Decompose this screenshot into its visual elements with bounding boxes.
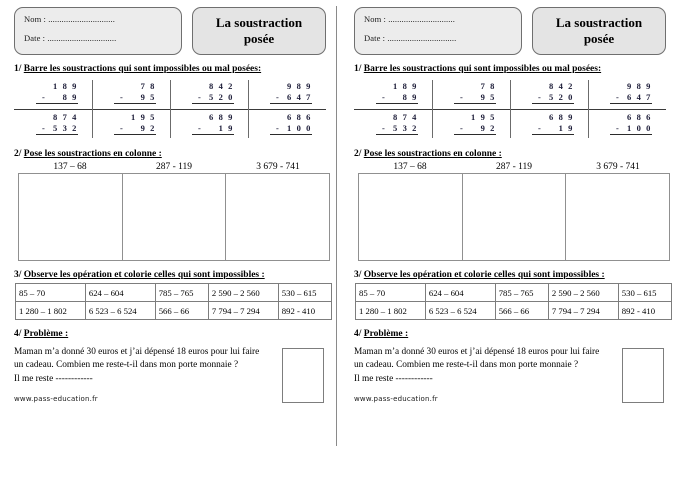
- exercise3-number: 3/: [354, 270, 362, 280]
- minus-sign: -: [120, 123, 125, 133]
- exercise1-number: 1/: [354, 64, 362, 74]
- subtrahend: 9 5: [140, 92, 156, 102]
- minuend: 8 7 4: [53, 112, 78, 122]
- subtrahend-row: [270, 123, 312, 135]
- minus-sign: -: [276, 123, 281, 133]
- table-cell[interactable]: 85 – 70: [356, 284, 426, 302]
- table-cell[interactable]: 566 – 66: [495, 302, 548, 320]
- minus-sign: -: [276, 92, 281, 102]
- table-row: [16, 302, 332, 320]
- minuend: 9 8 9: [627, 81, 652, 91]
- subtrahend-row: [36, 123, 78, 135]
- footer-url: www.pass-education.fr: [14, 394, 98, 403]
- exercise2-answer-boxes: [18, 173, 330, 261]
- problem-answer-prompt[interactable]: Il me reste ------------: [354, 373, 433, 384]
- subtrahend: 8 9: [62, 92, 78, 102]
- subtrahend-row: [610, 92, 652, 104]
- exercise1-operation[interactable]: [170, 109, 248, 140]
- minuend: 1 8 9: [53, 81, 78, 91]
- minuend: 6 8 9: [209, 112, 234, 122]
- exercise1-operation[interactable]: [92, 78, 170, 109]
- table-cell[interactable]: 6 523 – 6 524: [425, 302, 495, 320]
- subtrahend: 5 2 0: [549, 92, 574, 102]
- minuend: 7 8: [140, 81, 156, 91]
- worksheet-title-box: [192, 7, 326, 55]
- exercise4-body: [14, 346, 332, 384]
- minuend: 1 9 5: [131, 112, 156, 122]
- exercise4-heading: [0, 329, 340, 339]
- subtrahend-row: [192, 123, 234, 135]
- table-cell[interactable]: 530 – 615: [618, 284, 671, 302]
- exercise1-operation[interactable]: [588, 78, 666, 109]
- problem-work-box[interactable]: [282, 348, 324, 403]
- date-field-label[interactable]: Date : ...............................: [364, 33, 457, 43]
- subtrahend: 1 9: [218, 123, 234, 133]
- subtrahend-row: [532, 92, 574, 104]
- subtrahend: 5 3 2: [53, 123, 78, 133]
- subtrahend-row: [114, 123, 156, 135]
- subtrahend-row: [270, 92, 312, 104]
- exercise1-operation[interactable]: [510, 109, 588, 140]
- exercise2-answer-box[interactable]: [359, 174, 463, 260]
- problem-statement: Maman m’a donné 30 euros et j’ai dépensé 18 euros pour lui faire un cadeau. Combien me reste-t-il dans mon porte monnaie ?: [14, 347, 260, 371]
- problem-statement: Maman m’a donné 30 euros et j’ai dépensé 18 euros pour lui faire un cadeau. Combien me reste-t-il dans mon porte monnaie ?: [354, 347, 600, 371]
- student-identity-box[interactable]: [14, 7, 182, 55]
- table-cell[interactable]: 1 280 – 1 802: [356, 302, 426, 320]
- subtrahend: 6 4 7: [627, 92, 652, 102]
- subtrahend-row: [36, 92, 78, 104]
- table-cell[interactable]: 7 794 – 7 294: [548, 302, 618, 320]
- exercise2-answer-box[interactable]: [566, 174, 669, 260]
- exercise1-instruction: Barre les soustractions qui sont impossibles ou mal posées:: [363, 64, 602, 74]
- minuend: 7 8: [480, 81, 496, 91]
- exercise2-heading: [340, 149, 680, 159]
- minus-sign: -: [460, 123, 465, 133]
- table-cell[interactable]: 85 – 70: [16, 284, 86, 302]
- subtrahend: 9 2: [140, 123, 156, 133]
- subtrahend-row: [532, 123, 574, 135]
- exercise2-operation-label: 3 679 - 741: [256, 162, 300, 172]
- minus-sign: -: [42, 92, 47, 102]
- exercise1-operation[interactable]: [170, 78, 248, 109]
- exercise2-operation-labels: [18, 162, 330, 172]
- worksheet-title-box: [532, 7, 666, 55]
- minuend: 6 8 6: [287, 112, 312, 122]
- header-row: [0, 0, 340, 55]
- exercise3-instruction: Observe les opération et colorie celles qui sont impossibles :: [23, 270, 265, 280]
- minuend: 8 7 4: [393, 112, 418, 122]
- name-field-label[interactable]: Nom : ..............................: [364, 14, 455, 24]
- table-cell[interactable]: 7 794 – 7 294: [208, 302, 278, 320]
- exercise2-operation-labels: [358, 162, 670, 172]
- exercise1-operation[interactable]: [432, 109, 510, 140]
- name-field-label[interactable]: Nom : ..............................: [24, 14, 115, 24]
- subtrahend: 9 2: [480, 123, 496, 133]
- problem-answer-prompt[interactable]: Il me reste ------------: [14, 373, 93, 384]
- worksheet-title-line2: posée: [583, 31, 615, 46]
- problem-work-box[interactable]: [622, 348, 664, 403]
- subtrahend: 1 9: [558, 123, 574, 133]
- table-cell[interactable]: 1 280 – 1 802: [16, 302, 86, 320]
- exercise2-operation-label: 287 - 119: [495, 162, 533, 172]
- minus-sign: -: [198, 92, 203, 102]
- subtrahend-row: [454, 92, 496, 104]
- exercise1-operation[interactable]: [510, 78, 588, 109]
- exercise2-heading: [0, 149, 340, 159]
- exercise2-operation-label: 137 – 68: [53, 162, 87, 172]
- worksheet-title-line2: posée: [243, 31, 275, 46]
- exercise3-operations-table: [15, 283, 332, 320]
- minus-sign: -: [42, 123, 47, 133]
- exercise2-answer-box[interactable]: [226, 174, 329, 260]
- exercise1-operation[interactable]: [14, 109, 92, 140]
- table-cell[interactable]: 566 – 66: [155, 302, 208, 320]
- table-cell[interactable]: 624 – 604: [85, 284, 155, 302]
- worksheet-title-line1: La soustraction: [555, 14, 643, 30]
- table-row: [356, 302, 672, 320]
- exercise3-heading: [340, 270, 680, 280]
- table-cell[interactable]: 2 590 – 2 560: [208, 284, 278, 302]
- minus-sign: -: [382, 92, 387, 102]
- subtrahend-row: [454, 123, 496, 135]
- subtrahend: 5 3 2: [393, 123, 418, 133]
- exercise1-instruction: Barre les soustractions qui sont impossibles ou mal posées:: [23, 64, 262, 74]
- exercise2-answer-boxes: [358, 173, 670, 261]
- minuend: 1 8 9: [393, 81, 418, 91]
- exercise4-instruction: Problème :: [363, 329, 409, 339]
- exercise1-heading: [340, 64, 680, 74]
- table-cell[interactable]: 6 523 – 6 524: [85, 302, 155, 320]
- exercise2-answer-box[interactable]: [463, 174, 567, 260]
- minus-sign: -: [120, 92, 125, 102]
- exercise1-operation[interactable]: [248, 78, 326, 109]
- exercise2-instruction: Pose les soustractions en colonne :: [23, 149, 162, 159]
- table-cell[interactable]: 2 590 – 2 560: [548, 284, 618, 302]
- minus-sign: -: [538, 123, 543, 133]
- subtrahend: 1 0 0: [627, 123, 652, 133]
- exercise3-heading: [0, 270, 340, 280]
- exercise4-body: [354, 346, 672, 384]
- exercise4-number: 4/: [14, 329, 22, 339]
- exercise1-operations-grid: [354, 78, 666, 140]
- exercise4-instruction: Problème :: [23, 329, 69, 339]
- minuend: 8 4 2: [549, 81, 574, 91]
- exercise3-number: 3/: [14, 270, 22, 280]
- exercise3-instruction: Observe les opération et colorie celles qui sont impossibles :: [363, 270, 605, 280]
- minuend: 1 9 5: [471, 112, 496, 122]
- table-row: [356, 284, 672, 302]
- table-cell[interactable]: 892 - 410: [618, 302, 671, 320]
- subtrahend-row: [114, 92, 156, 104]
- exercise2-answer-box[interactable]: [123, 174, 227, 260]
- subtrahend: 8 9: [402, 92, 418, 102]
- subtrahend: 5 2 0: [209, 92, 234, 102]
- exercise2-operation-label: 287 - 119: [155, 162, 193, 172]
- subtrahend: 1 0 0: [287, 123, 312, 133]
- minus-sign: -: [382, 123, 387, 133]
- subtrahend-row: [376, 123, 418, 135]
- exercise2-instruction: Pose les soustractions en colonne :: [363, 149, 502, 159]
- minuend: 6 8 9: [549, 112, 574, 122]
- exercise1-operation[interactable]: [248, 109, 326, 140]
- minuend: 8 4 2: [209, 81, 234, 91]
- subtrahend-row: [376, 92, 418, 104]
- minuend: 6 8 6: [627, 112, 652, 122]
- exercise1-operation[interactable]: [354, 109, 432, 140]
- table-row: [16, 284, 332, 302]
- date-field-label[interactable]: Date : ...............................: [24, 33, 117, 43]
- exercise1-operation[interactable]: [432, 78, 510, 109]
- exercise3-operations-table: [355, 283, 672, 320]
- exercise2-operation-label: 3 679 - 741: [596, 162, 640, 172]
- table-cell[interactable]: 785 – 765: [495, 284, 548, 302]
- exercise1-heading: [0, 64, 340, 74]
- exercise2-operation-label: 137 – 68: [393, 162, 427, 172]
- minus-sign: -: [616, 123, 621, 133]
- exercise2-number: 2/: [354, 149, 362, 159]
- subtrahend: 6 4 7: [287, 92, 312, 102]
- subtrahend: 9 5: [480, 92, 496, 102]
- subtrahend-row: [610, 123, 652, 135]
- exercise2-answer-box[interactable]: [19, 174, 123, 260]
- minuend: 9 8 9: [287, 81, 312, 91]
- worksheet-copy-right: [340, 0, 680, 480]
- worksheet-title-line1: La soustraction: [215, 14, 303, 30]
- table-cell[interactable]: 785 – 765: [155, 284, 208, 302]
- minus-sign: -: [460, 92, 465, 102]
- table-cell[interactable]: 530 – 615: [278, 284, 331, 302]
- exercise1-operation[interactable]: [354, 78, 432, 109]
- minus-sign: -: [538, 92, 543, 102]
- exercise4-heading: [340, 329, 680, 339]
- minus-sign: -: [616, 92, 621, 102]
- table-cell[interactable]: 892 - 410: [278, 302, 331, 320]
- exercise1-operation[interactable]: [14, 78, 92, 109]
- minus-sign: -: [198, 123, 203, 133]
- exercise2-number: 2/: [14, 149, 22, 159]
- footer-url: www.pass-education.fr: [354, 394, 438, 403]
- exercise1-operations-grid: [14, 78, 326, 140]
- exercise1-operation[interactable]: [588, 109, 666, 140]
- subtrahend-row: [192, 92, 234, 104]
- table-cell[interactable]: 624 – 604: [425, 284, 495, 302]
- header-row: [340, 0, 680, 55]
- exercise4-number: 4/: [354, 329, 362, 339]
- student-identity-box[interactable]: [354, 7, 522, 55]
- exercise1-number: 1/: [14, 64, 22, 74]
- exercise1-operation[interactable]: [92, 109, 170, 140]
